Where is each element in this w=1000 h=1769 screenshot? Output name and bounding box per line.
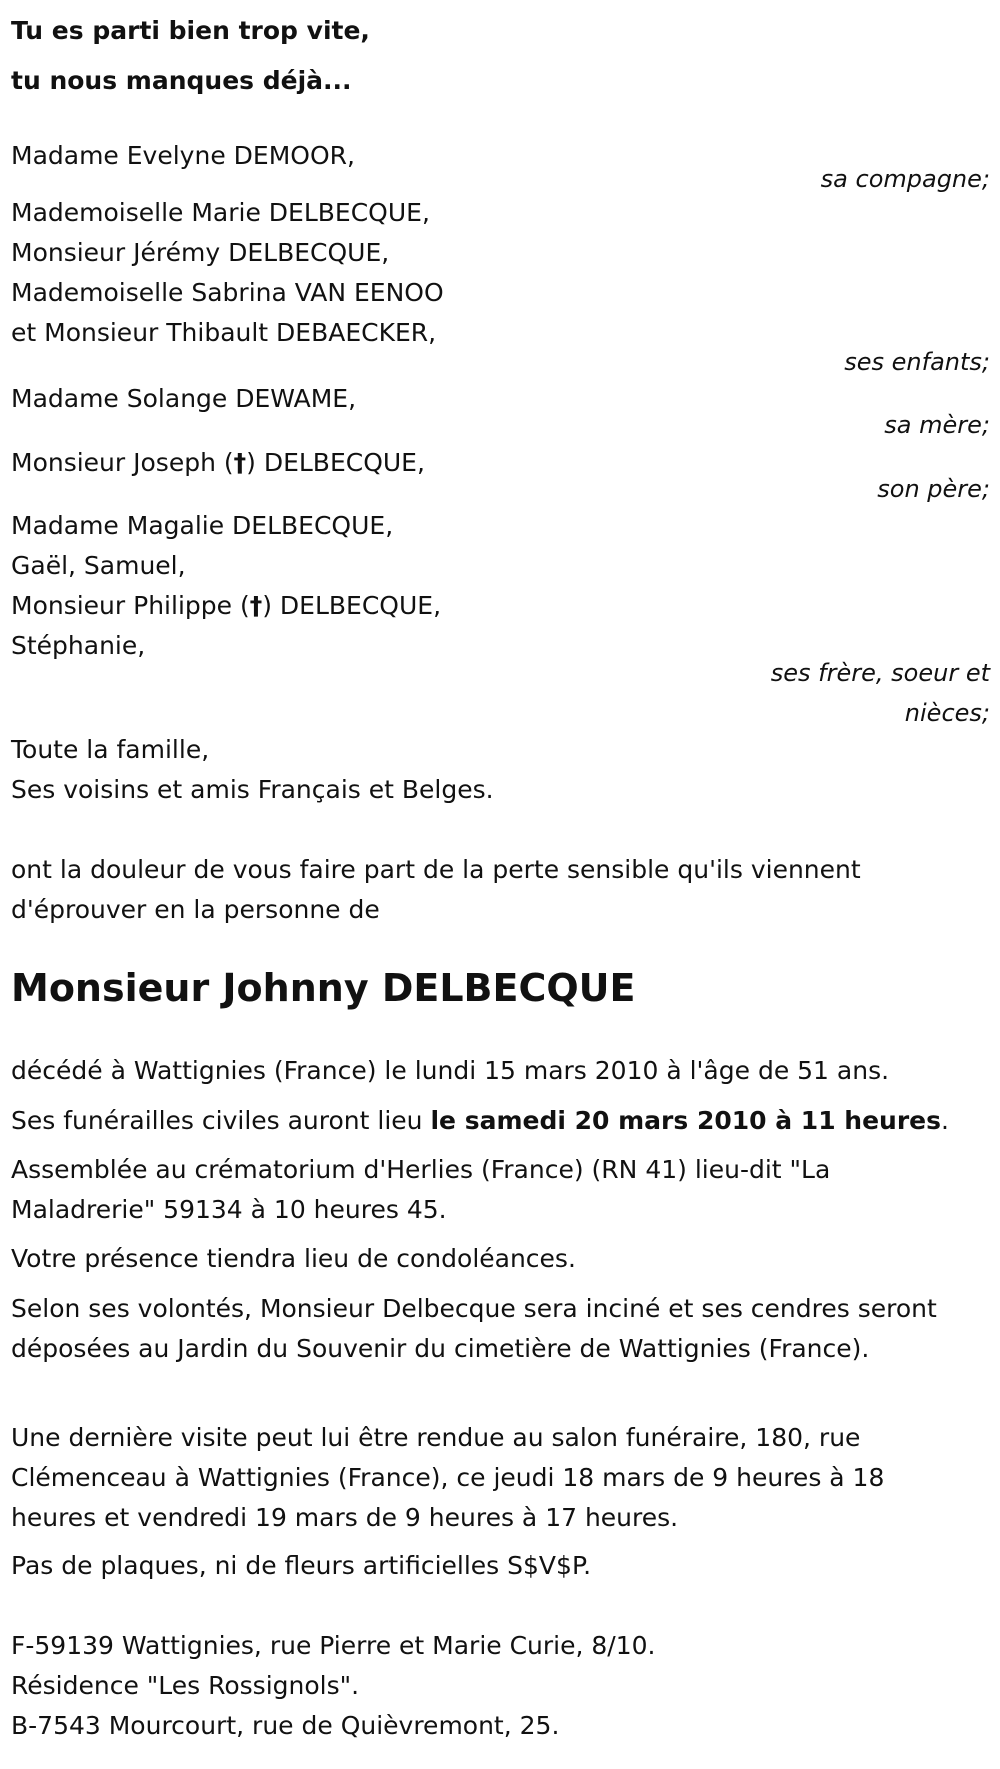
deceased-name: Monsieur Johnny DELBECQUE [11, 966, 636, 1010]
cross-icon: † [233, 448, 247, 477]
flowers-text: Pas de plaques, ni de fleurs artificielles S$V$P. [11, 1551, 592, 1580]
address-line: B-7543 Mourcourt, rue de Quièvremont, 25. [11, 1711, 560, 1740]
relation-label: nièces; [904, 699, 990, 727]
family-name: Mademoiselle Sabrina VAN EENOO [11, 278, 444, 307]
funeral-date: le samedi 20 mars 2010 à 11 heures [430, 1106, 942, 1135]
epigraph-line: tu nous manques déjà... [11, 66, 352, 95]
funeral-details [11, 1101, 961, 1141]
family-name: Gaël, Samuel, [11, 551, 186, 580]
family-name [11, 443, 425, 483]
death-details: décédé à Wattignies (France) le lundi 15 mars 2010 à l'âge de 51 ans. [11, 1056, 890, 1085]
name-part: ) DELBECQUE, [246, 448, 425, 477]
relation-label: son père; [877, 475, 990, 503]
family-name: Monsieur Jérémy DELBECQUE, [11, 238, 390, 267]
relation-label: ses frère, soeur et [770, 659, 990, 687]
name-part: ) DELBECQUE, [262, 591, 442, 620]
family-name: Mademoiselle Marie DELBECQUE, [11, 198, 430, 227]
family-name: Madame Solange DEWAME, [11, 384, 357, 413]
announcement-text: ont la douleur de vous faire part de la perte sensible qu'ils viennent d'éprouver en la personne de [11, 855, 861, 924]
name-part: Monsieur Philippe ( [11, 591, 250, 620]
visit-text: Une dernière visite peut lui être rendue au salon funéraire, 180, rue Clémenceau à Wattignies (France), ce jeudi 18 mars de 9 heures à 18 heures et vendredi 19 mars de 9 heures à 17 heures. [11, 1423, 885, 1532]
relation-label: sa mère; [884, 411, 990, 439]
address-line: Résidence "Les Rossignols". [11, 1671, 360, 1700]
funeral-text: . [941, 1106, 949, 1135]
family-name [11, 586, 441, 626]
address-line: F-59139 Wattignies, rue Pierre et Marie Curie, 8/10. [11, 1631, 656, 1660]
relation-label: ses enfants; [844, 348, 990, 376]
family-name: et Monsieur Thibault DEBAECKER, [11, 318, 437, 347]
name-part: Monsieur Joseph ( [11, 448, 234, 477]
wishes-text: Selon ses volontés, Monsieur Delbecque sera inciné et ses cendres seront déposées au Jardin du Souvenir du cimetière de Wattignies (France). [11, 1294, 937, 1363]
family-name: Madame Magalie DELBECQUE, [11, 511, 394, 540]
funeral-text: Ses funérailles civiles auront lieu [11, 1106, 431, 1135]
cross-icon: † [249, 591, 263, 620]
assembly-details: Assemblée au crématorium d'Herlies (France) (RN 41) lieu-dit "La Maladrerie" 59134 à 10 heures 45. [11, 1155, 831, 1224]
condolences-text: Votre présence tiendra lieu de condoléances. [11, 1244, 576, 1273]
family-line: Toute la famille, [11, 735, 210, 764]
family-name: Stéphanie, [11, 631, 146, 660]
relation-label: sa compagne; [820, 165, 990, 193]
family-name: Madame Evelyne DEMOOR, [11, 141, 355, 170]
epigraph-line: Tu es parti bien trop vite, [11, 16, 370, 45]
epigraph [11, 6, 370, 106]
family-line: Ses voisins et amis Français et Belges. [11, 775, 494, 804]
